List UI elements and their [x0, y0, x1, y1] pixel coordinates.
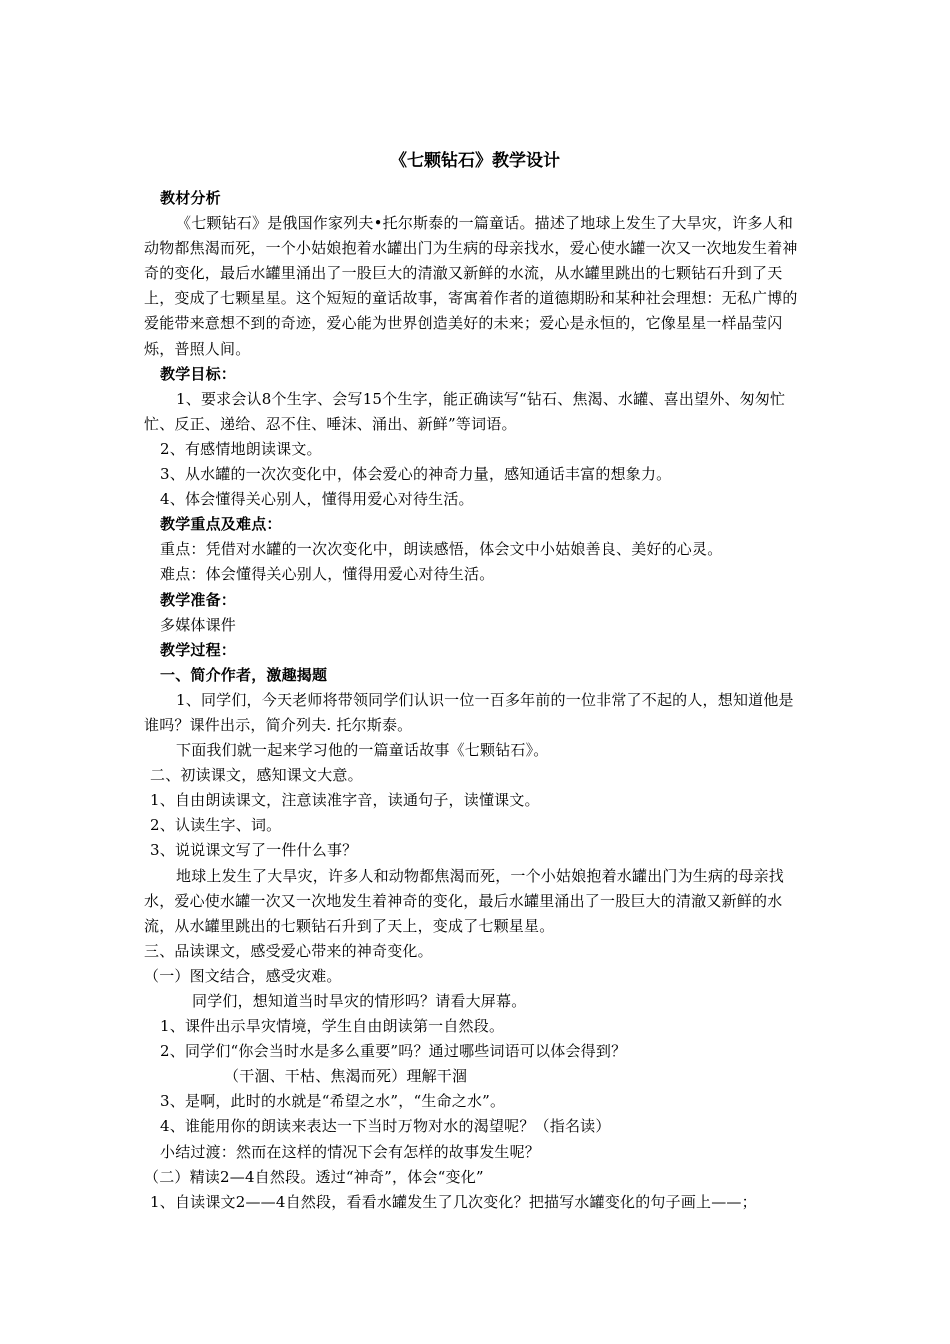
paragraph: 2、同学们“你会当时水是多么重要”吗？通过哪些词语可以体会得到？ [160, 1042, 627, 1061]
paragraph: 多媒体课件 [160, 615, 237, 634]
paragraph: 2、认读生字、词。 [150, 816, 282, 835]
heading-teaching-goals: 教学目标： [160, 364, 237, 383]
heading-process: 教学过程： [160, 640, 237, 659]
paragraph: 1、自读课文2——4自然段，看看水罐发生了几次变化？把描写水罐变化的句子画上——； [150, 1192, 757, 1211]
document-title: 《七颗钻石》教学设计 [390, 151, 560, 171]
paragraph: 1、自由朗读课文，注意读准字音，读通句子，读懂课文。 [150, 791, 540, 810]
heading-section-one: 一、简介作者，激趣揭题 [160, 665, 328, 684]
paragraph: 下面我们就一起来学习他的一篇童话故事《七颗钻石》。 [176, 741, 549, 760]
heading-textbook-analysis: 教材分析 [160, 189, 221, 207]
paragraph: 《七颗钻石》是俄国作家列夫•托尔斯泰的一篇童话。描述了地球上发生了大旱灾，许多人和动物都焦渴而死，一个小姑娘抱着水罐出门为生病的母亲找水，爱心使水罐一次又一次地发生着神奇的变化，最后水罐里涌出了一股巨大的清澈又新鲜的水流，从水罐里跳出的七颗钻石升到了天上，变成了七颗星星。这个短短的童话故事，寄寓着作者的道德期盼和某种社会理想：无私广博的爱能带来意想不到的奇迹，爱心能为世界创造美好的未来；爱心是永恒的，它像星星一样晶莹闪烁，普照人间。 [144, 214, 798, 358]
subheading: （一）图文结合，感受灾难。 [144, 966, 342, 985]
paragraph: 1、课件出示旱灾情境，学生自由朗读第一自然段。 [160, 1017, 505, 1036]
paragraph: 同学们，想知道当时旱灾的情形吗？请看大屏幕。 [192, 992, 527, 1010]
heading-section-three: 三、品读课文，感受爱心带来的神奇变化。 [144, 941, 433, 960]
paragraph: 3、说说课文写了一件什么事？ [150, 841, 358, 860]
paragraph: （干涸、干枯、焦渴而死）理解干涸 [224, 1067, 468, 1086]
paragraph: 1、要求会认8个生字、会写15个生字，能正确读写“钻石、焦渴、水罐、喜出望外、匆匆忙忙、反正、递给、忍不住、唾沫、涌出、新鲜”等词语。 [144, 389, 786, 433]
paragraph: 4、体会懂得关心别人，懂得用爱心对待生活。 [160, 490, 474, 509]
paragraph: 3、是啊，此时的水就是“希望之水”，“生命之水”。 [160, 1092, 506, 1111]
heading-key-points: 教学重点及难点： [160, 515, 282, 534]
document-body [144, 186, 808, 1215]
paragraph: 地球上发生了大旱灾，许多人和动物都焦渴而死，一个小姑娘抱着水罐出门为生病的母亲找水，爱心使水罐一次又一次地发生着神奇的变化，最后水罐里涌出了一股巨大的清澈又新鲜的水流，从水罐里跳出的七颗钻石升到了天上，变成了七颗星星。 [144, 866, 785, 935]
heading-preparation: 教学准备： [160, 590, 237, 609]
paragraph: 1、同学们，今天老师将带领同学们认识一位一百多年前的一位非常了不起的人，想知道他是谁吗？课件出示，简介列夫. 托尔斯泰。 [144, 690, 794, 734]
paragraph: 3、从水罐的一次次变化中，体会爱心的神奇力量，感知通话丰富的想象力。 [160, 465, 672, 484]
paragraph: 难点：体会懂得关心别人，懂得用爱心对待生活。 [160, 565, 495, 584]
paragraph: 2、有感情地朗读课文。 [160, 439, 322, 458]
paragraph: 小结过渡：然而在这样的情况下会有怎样的故事发生呢？ [160, 1142, 541, 1161]
subheading: （二）精读2—4自然段。透过“神奇”，体会“变化” [144, 1167, 484, 1186]
paragraph: 重点：凭借对水罐的一次次变化中，朗读感悟，体会文中小姑娘善良、美好的心灵。 [160, 540, 723, 559]
heading-section-two: 二、初读课文，感知课文大意。 [150, 766, 363, 785]
paragraph: 4、谁能用你的朗读来表达一下当时万物对水的渴望呢？（指名读） [160, 1117, 611, 1136]
